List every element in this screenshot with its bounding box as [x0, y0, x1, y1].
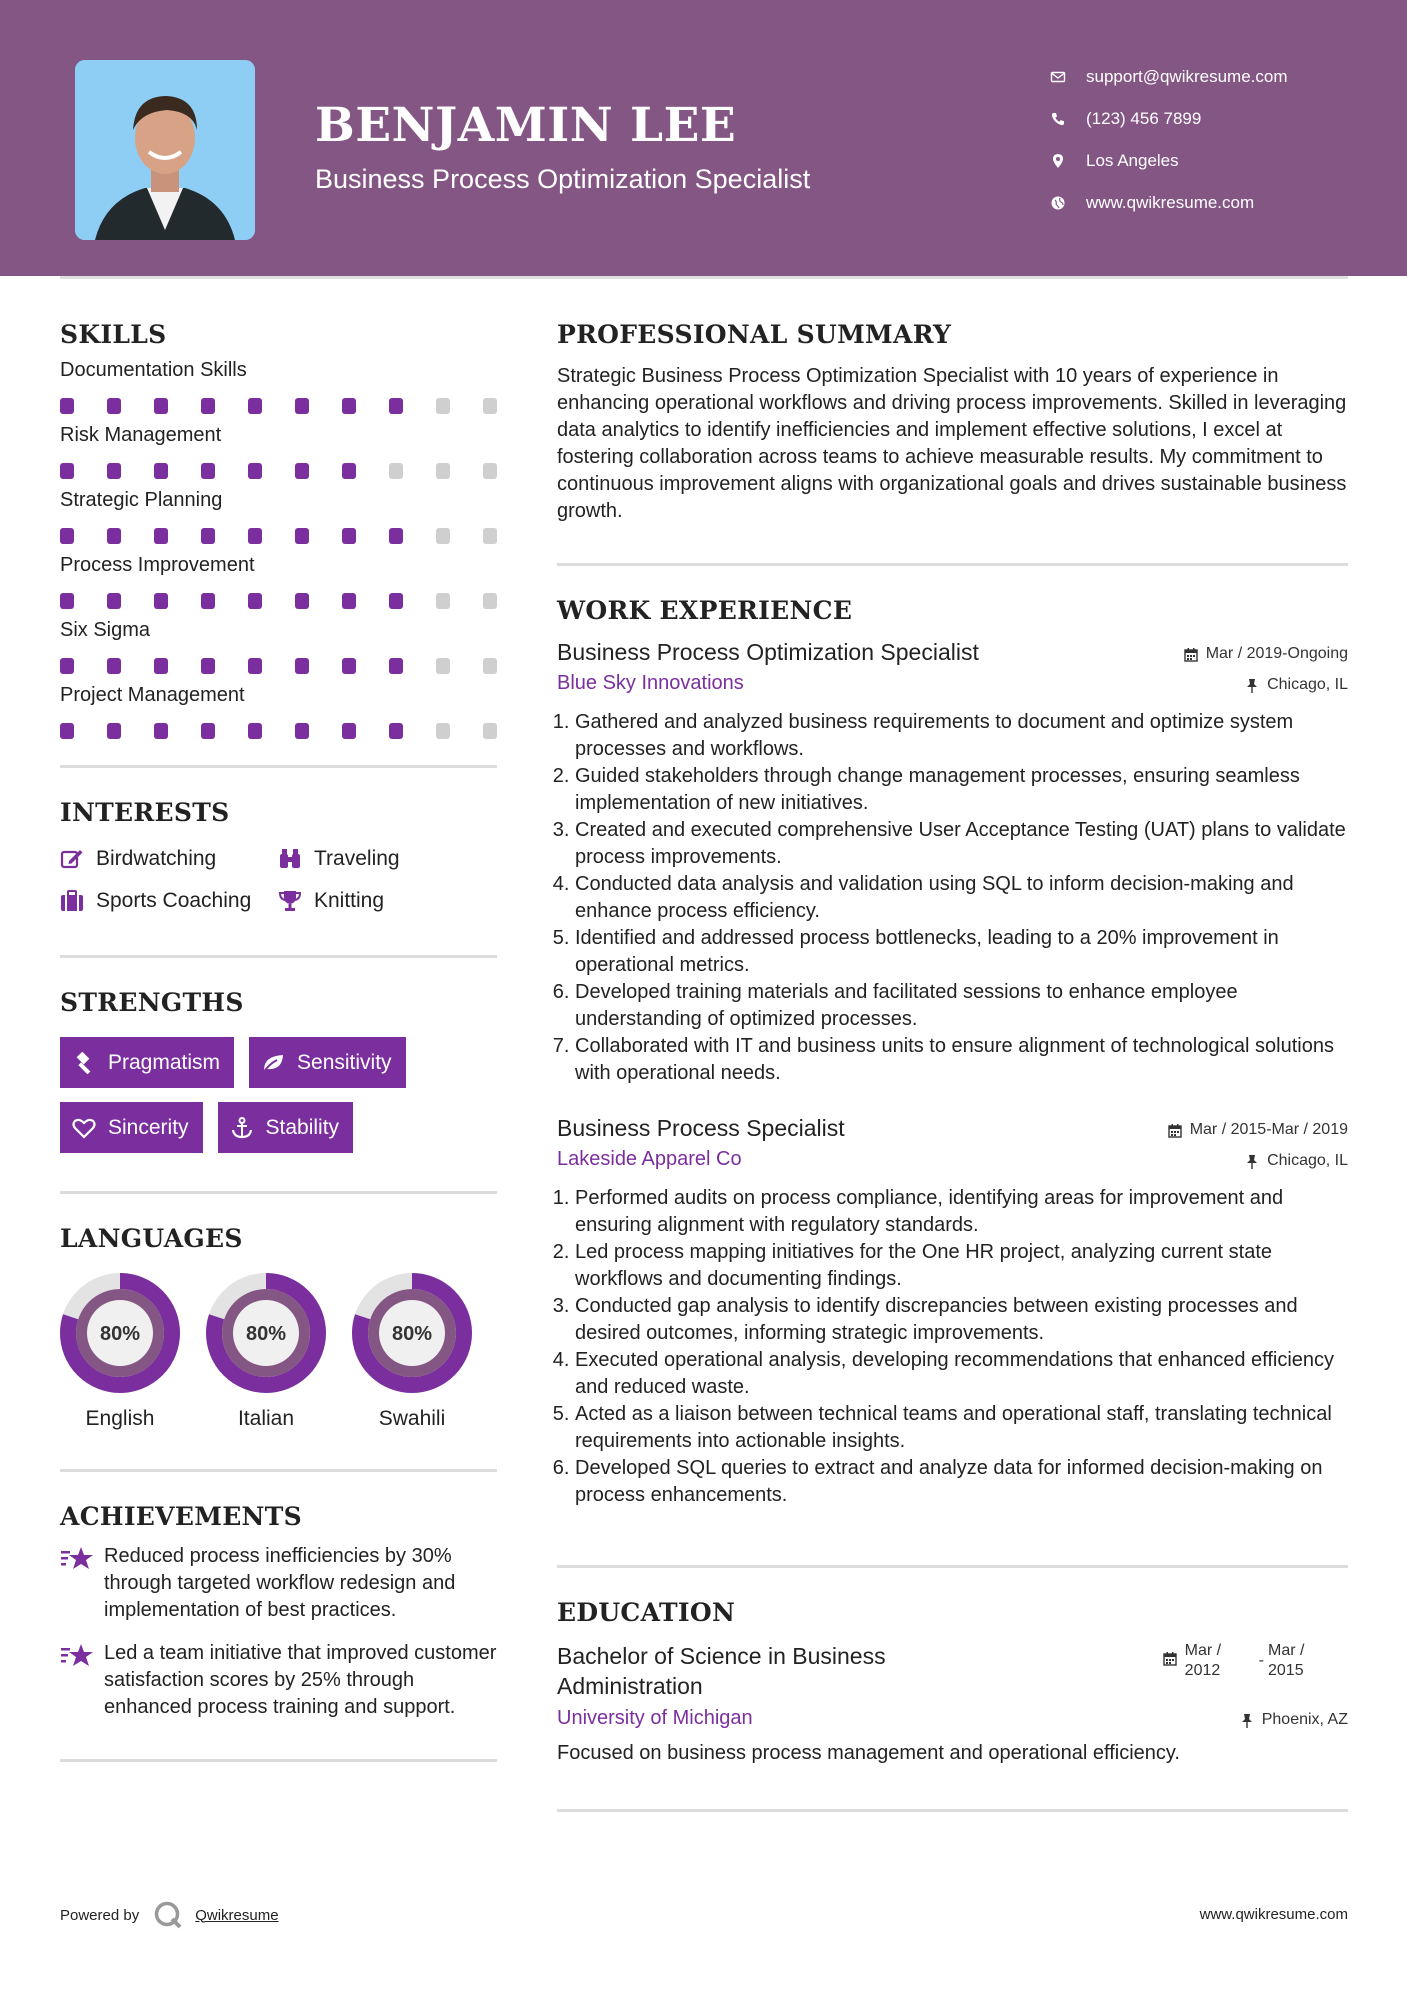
section-divider [60, 1759, 497, 1762]
job-location [1245, 676, 1348, 694]
rating-dot-filled [107, 463, 121, 479]
skill-item [60, 554, 497, 609]
rating-dot-filled [154, 593, 168, 609]
language-name: Italian [237, 1407, 295, 1430]
school-name: University of Michigan [557, 1707, 753, 1729]
header-divider [60, 276, 1348, 279]
rating-dot-filled [248, 528, 262, 544]
calendar-icon [1168, 1123, 1182, 1138]
brand-link[interactable]: Qwikresume [195, 1906, 279, 1924]
contact-list [1050, 56, 1288, 224]
achievements-list [60, 1543, 497, 1721]
contact-phone[interactable] [1050, 98, 1288, 140]
language-percent: 80% [99, 1323, 141, 1345]
language-percent: 80% [391, 1323, 433, 1345]
date-separator: - [1258, 1652, 1264, 1669]
skill-rating [60, 528, 497, 544]
rating-dot-empty [436, 593, 450, 609]
company-name: Blue Sky Innovations [557, 672, 744, 694]
pushpin-icon [1240, 1713, 1254, 1728]
education-location [1240, 1711, 1348, 1729]
skill-rating [60, 463, 497, 479]
achievement-item [60, 1543, 497, 1624]
skill-rating [60, 723, 497, 739]
job-entry [557, 639, 1348, 1087]
achievement-text: Reduced process inefficiencies by 30% through targeted workflow redesign and implementation of best practices. [104, 1545, 456, 1621]
language-item [352, 1273, 472, 1431]
language-name: Swahili [378, 1407, 446, 1430]
rating-dot-filled [389, 723, 403, 739]
rating-dot-filled [107, 658, 121, 674]
rating-dot-filled [201, 398, 215, 414]
responsibility-item: 1. Performed audits on process compliance, identifying areas for improvement and ensuring alignment with regulatory standards. [575, 1185, 1348, 1239]
section-divider [60, 765, 497, 768]
rating-dot-filled [389, 528, 403, 544]
briefcase-icon [60, 890, 84, 912]
responsibility-item: 2. Guided stakeholders through change management processes, ensuring seamless implementation of new initiatives. [575, 763, 1348, 817]
rating-dot-filled [342, 463, 356, 479]
job-location [1245, 1152, 1348, 1170]
rating-dot-filled [201, 463, 215, 479]
star-list-icon [60, 1545, 94, 1573]
candidate-title: Business Process Optimization Specialist [315, 164, 811, 194]
job-title: Business Process Specialist [557, 1115, 845, 1141]
interest-label: Birdwatching [96, 847, 217, 870]
rating-dot-filled [248, 398, 262, 414]
responsibility-item: 7. Collaborated with IT and business units to ensure alignment of technological solutions with operational needs. [575, 1033, 1348, 1087]
rating-dot-filled [154, 463, 168, 479]
languages-list [60, 1273, 497, 1431]
section-divider [557, 1565, 1348, 1568]
powered-by [60, 1900, 279, 1930]
strengths-list [60, 1037, 497, 1153]
skill-item [60, 489, 497, 544]
rating-dot-filled [107, 398, 121, 414]
trophy-icon [278, 890, 302, 912]
contact-website[interactable] [1050, 182, 1288, 224]
achievement-text: Led a team initiative that improved customer satisfaction scores by 25% through enhanced process training and support. [104, 1642, 497, 1718]
rating-dot-filled [60, 463, 74, 479]
rating-dot-filled [107, 528, 121, 544]
rating-dot-filled [389, 593, 403, 609]
rating-dot-filled [60, 528, 74, 544]
rating-dot-filled [342, 593, 356, 609]
rating-dot-empty [436, 723, 450, 739]
email-text: support@qwikresume.com [1086, 67, 1288, 86]
leaf-icon [261, 1052, 285, 1074]
job-location-text: Chicago, IL [1267, 676, 1348, 693]
job-dates-text: Mar / 2015-Mar / 2019 [1189, 1121, 1348, 1138]
education-entry [557, 1641, 1348, 1767]
contact-location [1050, 140, 1288, 182]
interests-list [60, 847, 497, 913]
rating-dot-filled [295, 593, 309, 609]
rating-dot-filled [60, 658, 74, 674]
rating-dot-filled [154, 398, 168, 414]
strength-badge [218, 1102, 354, 1153]
job-location-text: Chicago, IL [1267, 1152, 1348, 1169]
company-name: Lakeside Apparel Co [557, 1148, 742, 1170]
rating-dot-filled [295, 398, 309, 414]
rating-dot-filled [154, 528, 168, 544]
contact-email[interactable] [1050, 56, 1288, 98]
rating-dot-empty [483, 723, 497, 739]
job-responsibilities [557, 1185, 1348, 1509]
location-text: Los Angeles [1086, 151, 1179, 170]
responsibility-item: 5. Acted as a liaison between technical teams and operational staff, translating technical requirements into actionable insights. [575, 1401, 1348, 1455]
education-start: Mar / 2012 [1184, 1642, 1222, 1679]
star-list-icon [60, 1642, 94, 1670]
skill-name: Risk Management [60, 424, 222, 446]
section-divider [60, 1191, 497, 1194]
education-dates [1163, 1641, 1312, 1681]
rating-dot-filled [295, 463, 309, 479]
interest-item [278, 847, 478, 871]
responsibility-item: 3. Created and executed comprehensive User Acceptance Testing (UAT) plans to validate process improvements. [575, 817, 1348, 871]
job-entry [557, 1115, 1348, 1509]
phone-icon [1050, 111, 1086, 127]
rating-dot-empty [483, 658, 497, 674]
education-location-text: Phoenix, AZ [1261, 1711, 1348, 1728]
qwikresume-logo [153, 1900, 183, 1930]
education-description: Focused on business process management and operational efficiency. [557, 1742, 1180, 1764]
job-dates [1184, 645, 1348, 663]
rating-dot-filled [389, 398, 403, 414]
website-text: www.qwikresume.com [1086, 193, 1255, 212]
responsibility-item: 5. Identified and addressed process bottlenecks, leading to a 20% improvement in operational metrics. [575, 925, 1348, 979]
language-item [206, 1273, 326, 1431]
skill-item [60, 359, 497, 414]
pencil-square-icon [60, 848, 84, 870]
responsibility-item: 2. Led process mapping initiatives for the One HR project, analyzing current state workflows and documenting findings. [575, 1239, 1348, 1293]
rating-dot-filled [342, 528, 356, 544]
rating-dot-filled [295, 528, 309, 544]
section-divider [60, 1469, 497, 1472]
language-item [60, 1273, 180, 1431]
language-gauge [352, 1273, 472, 1393]
education-end: Mar / 2015 [1268, 1642, 1305, 1679]
interest-item [60, 847, 278, 871]
responsibility-item: 3. Conducted gap analysis to identify discrepancies between existing processes and desired outcomes, informing strategic improvements. [575, 1293, 1348, 1347]
gavel-icon [72, 1052, 96, 1074]
binoculars-icon [278, 848, 302, 870]
rating-dot-empty [436, 658, 450, 674]
education-heading: EDUCATION [557, 1598, 736, 1627]
rating-dot-filled [201, 658, 215, 674]
globe-icon [1050, 195, 1086, 211]
language-percent: 80% [245, 1323, 287, 1345]
skill-item [60, 619, 497, 674]
rating-dot-filled [107, 593, 121, 609]
interest-item [278, 889, 478, 913]
achievement-item [60, 1640, 497, 1721]
strength-badge [60, 1102, 203, 1153]
rating-dot-empty [436, 463, 450, 479]
left-column [60, 320, 497, 1762]
skill-rating [60, 398, 497, 414]
right-column [557, 320, 1348, 1812]
responsibility-item: 6. Developed training materials and facilitated sessions to enhance employee understanding of optimized processes. [575, 979, 1348, 1033]
rating-dot-filled [342, 658, 356, 674]
rating-dot-filled [201, 723, 215, 739]
strength-label: Sincerity [108, 1115, 189, 1139]
footer-website-link[interactable]: www.qwikresume.com [1199, 1906, 1348, 1923]
language-gauge [206, 1273, 326, 1393]
responsibility-item: 1. Gathered and analyzed business requirements to document and optimize system processes and workflows. [575, 709, 1348, 763]
rating-dot-filled [154, 723, 168, 739]
interest-label: Traveling [314, 847, 400, 870]
rating-dot-empty [483, 528, 497, 544]
calendar-icon [1163, 1651, 1177, 1666]
skill-name: Six Sigma [60, 619, 151, 641]
degree-title: Bachelor of Science in Business Administration [557, 1643, 886, 1699]
rating-dot-empty [483, 593, 497, 609]
map-pin-icon [1050, 153, 1086, 169]
job-title: Business Process Optimization Specialist [557, 639, 979, 665]
responsibility-item: 6. Developed SQL queries to extract and analyze data for informed decision-making on process enhancements. [575, 1455, 1348, 1509]
section-divider [557, 1809, 1348, 1812]
rating-dot-filled [389, 658, 403, 674]
rating-dot-filled [342, 398, 356, 414]
calendar-icon [1184, 647, 1198, 662]
interests-heading: INTERESTS [60, 798, 230, 827]
skills-list [60, 359, 497, 739]
responsibility-item: 4. Executed operational analysis, developing recommendations that enhanced efficiency and reduced waste. [575, 1347, 1348, 1401]
job-dates-text: Mar / 2019-Ongoing [1205, 645, 1348, 662]
rating-dot-filled [60, 398, 74, 414]
heart-icon [72, 1117, 96, 1139]
interest-item [60, 889, 278, 913]
profile-photo [75, 60, 255, 240]
rating-dot-empty [436, 528, 450, 544]
summary-heading: PROFESSIONAL SUMMARY [557, 320, 952, 349]
rating-dot-filled [248, 723, 262, 739]
section-divider [557, 563, 1348, 566]
section-divider [60, 955, 497, 958]
rating-dot-filled [248, 593, 262, 609]
language-name: English [85, 1407, 155, 1430]
skills-heading: SKILLS [60, 320, 167, 349]
rating-dot-filled [154, 658, 168, 674]
powered-by-label: Powered by [60, 1906, 140, 1924]
skill-name: Documentation Skills [60, 359, 247, 381]
rating-dot-filled [201, 528, 215, 544]
achievements-heading: ACHIEVEMENTS [60, 1502, 302, 1531]
rating-dot-filled [248, 463, 262, 479]
interest-label: Sports Coaching [96, 889, 252, 912]
header-banner [0, 0, 1407, 276]
experience-heading: WORK EXPERIENCE [557, 596, 853, 625]
skill-rating [60, 658, 497, 674]
candidate-name: BENJAMIN LEE [315, 98, 737, 153]
rating-dot-filled [295, 658, 309, 674]
rating-dot-empty [483, 398, 497, 414]
rating-dot-empty [483, 463, 497, 479]
skill-name: Project Management [60, 684, 245, 706]
rating-dot-empty [436, 398, 450, 414]
responsibility-item: 4. Conducted data analysis and validation using SQL to inform decision-making and enhance process efficiency. [575, 871, 1348, 925]
language-gauge [60, 1273, 180, 1393]
strength-badge [60, 1037, 234, 1088]
job-responsibilities [557, 709, 1348, 1087]
rating-dot-filled [248, 658, 262, 674]
strength-label: Pragmatism [108, 1050, 221, 1074]
strengths-heading: STRENGTHS [60, 988, 244, 1017]
skill-name: Strategic Planning [60, 489, 223, 511]
rating-dot-filled [60, 593, 74, 609]
phone-text: (123) 456 7899 [1086, 109, 1202, 128]
pushpin-icon [1245, 678, 1259, 693]
rating-dot-filled [60, 723, 74, 739]
languages-heading: LANGUAGES [60, 1224, 243, 1253]
interest-label: Knitting [314, 889, 385, 912]
summary-text: Strategic Business Process Optimization Specialist with 10 years of experience in enhancing operational workflows and driving process improvements. Skilled in leveraging data analytics to identify inefficiencies and implement effective solutions, I excel at fostering collaboration across teams to achieve measurable results. My commitment to continuous improvement aligns with organizational goals and drives sustainable business growth. [557, 365, 1347, 522]
skill-rating [60, 593, 497, 609]
strength-label: Sensitivity [297, 1050, 392, 1074]
envelope-icon [1050, 69, 1086, 85]
strength-label: Stability [265, 1115, 340, 1139]
skill-item [60, 424, 497, 479]
strength-badge [249, 1037, 406, 1088]
rating-dot-empty [389, 463, 403, 479]
rating-dot-filled [295, 723, 309, 739]
skill-item [60, 684, 497, 739]
job-dates [1168, 1121, 1348, 1139]
rating-dot-filled [342, 723, 356, 739]
rating-dot-filled [201, 593, 215, 609]
skill-name: Process Improvement [60, 554, 255, 576]
rating-dot-filled [107, 723, 121, 739]
anchor-icon [230, 1117, 254, 1139]
pushpin-icon [1245, 1154, 1259, 1169]
